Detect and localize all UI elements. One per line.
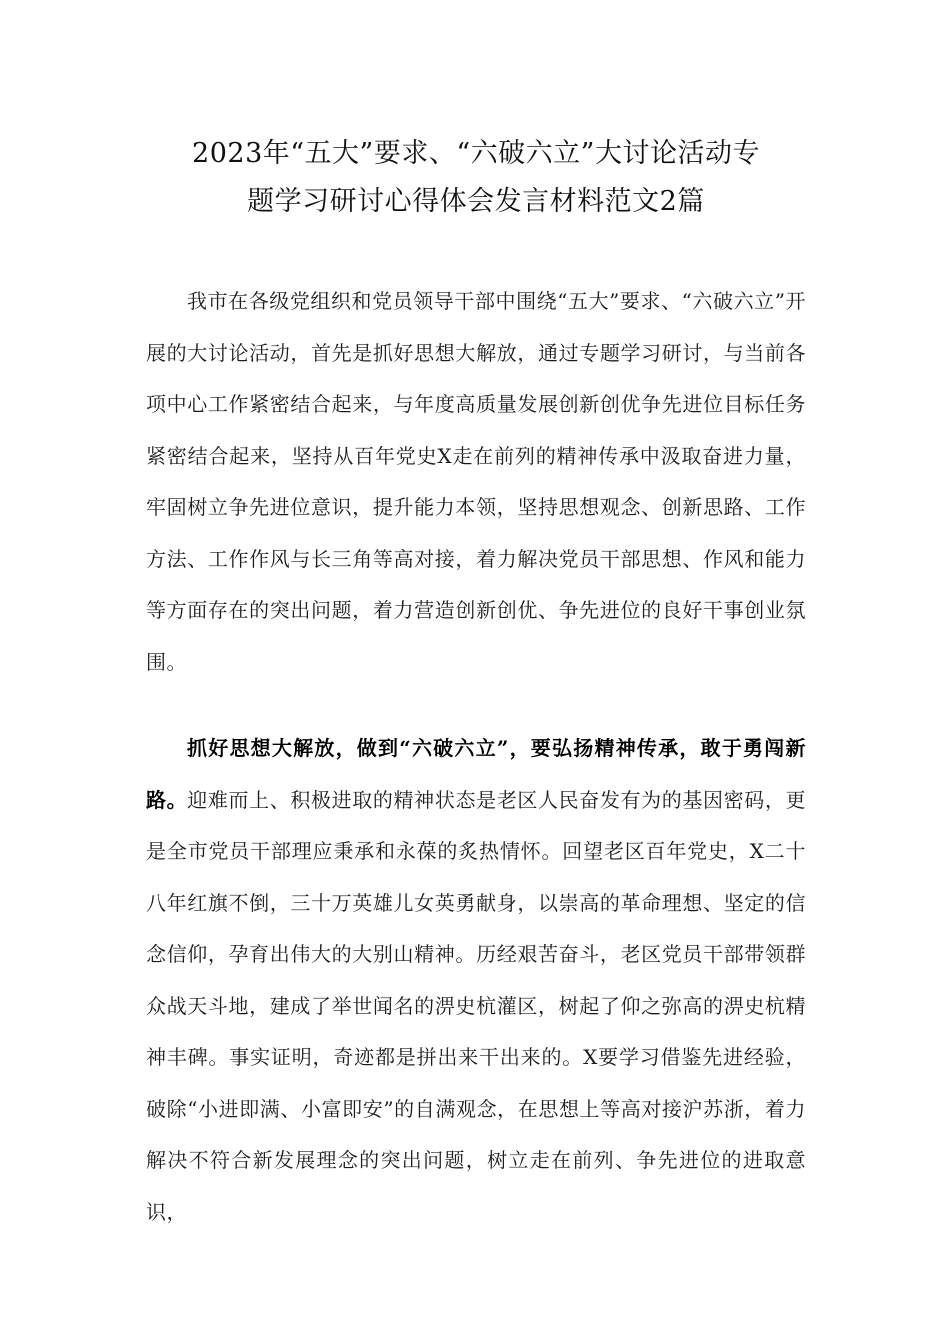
paragraph-section-1 [146,723,806,1238]
title-line-2: 题学习研讨心得体会发言材料范文2篇 [247,186,705,217]
document-title [146,130,806,226]
paragraph-lead-heading: 抓好思想大解放，做到“六破六立”，要弘扬精神传承，敢于勇闯新路。 [146,736,806,812]
paragraph-intro-text: 我市在各级党组织和党员领导干部中围绕“五大”要求、“六破六立”开展的大讨论活动，首先是抓好思想大解放，通过专题学习研讨，与当前各项中心工作紧密结合起来，与年度高质量发展创新创优争先进位目标任务紧密结合起来，坚持从百年党史X走在前列的精神传承中汲取奋进力量，牢固树立争先进位意识，提升能力本领，坚持思想观念、创新思路、工作方法、工作作风与长三角等高对接，着力解决党员干部思想、作风和能力等方面存在的突出问题，着力营造创新创优、争先进位的良好干事创业氛围。 [146,289,806,674]
paragraph-intro [146,276,806,688]
paragraph-section-1-text: 迎难而上、积极进取的精神状态是老区人民奋发有为的基因密码，更是全市党员干部理应秉承和永葆的炙热情怀。回望老区百年党史，X二十八年红旗不倒，三十万英雄儿女英勇献身，以崇高的革命理想、坚定的信念信仰，孕育出伟大的大别山精神。历经艰苦奋斗，老区党员干部带领群众战天斗地，建成了举世闻名的淠史杭灌区，树起了仰之弥高的淠史杭精神丰碑。事实证明，奇迹都是拼出来干出来的。X要学习借鉴先进经验，破除“小进即满、小富即安”的自满观念，在思想上等高对接沪苏浙，着力解决不符合新发展理念的突出问题，树立走在前列、争先进位的进取意识， [146,787,807,1224]
title-line-1: 2023年“五大”要求、“六破六立”大讨论活动专 [192,138,760,169]
